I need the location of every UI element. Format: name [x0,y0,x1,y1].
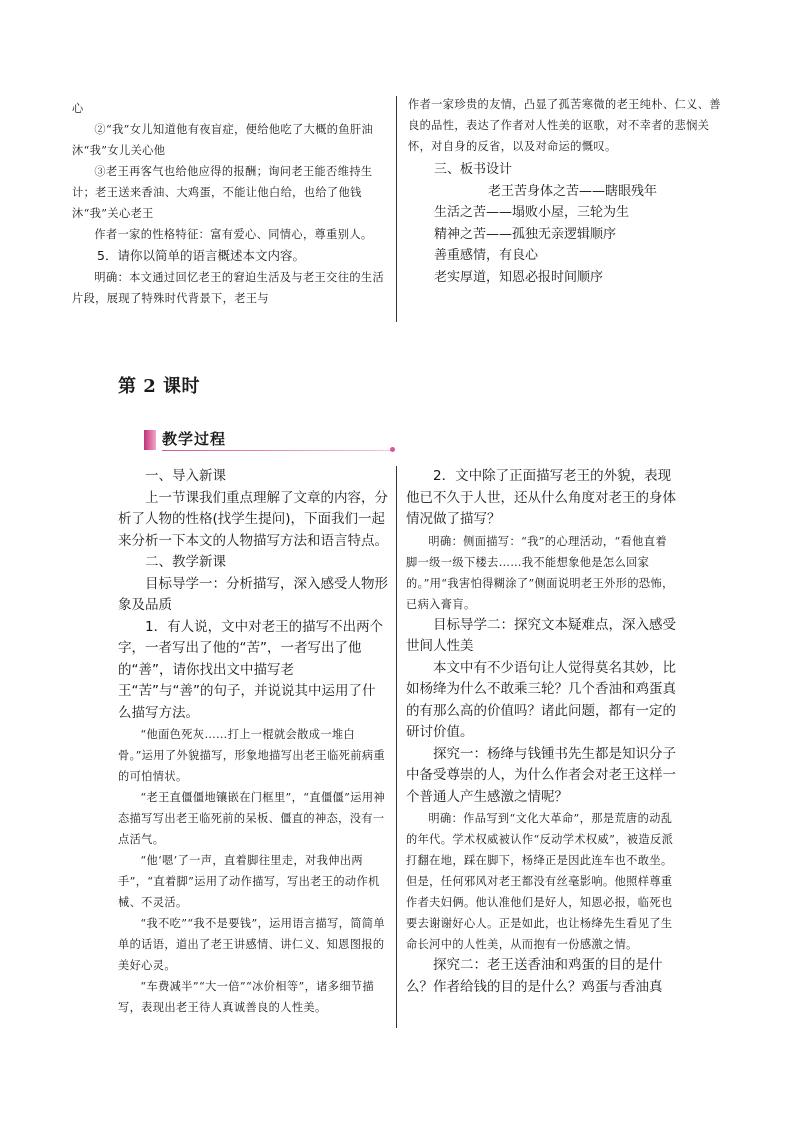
banner-bar [144,430,156,450]
board-line: 老实厚道，知恩必报时间顺序 [434,269,604,285]
top-left-column [72,98,388,309]
answer: 明确：侧面描写：“我”的心理活动，“看他直着脚一级一级下楼去……我不能想象他是怎么回家的。”用“我害怕得糊涂了”侧面说明老王外形的恐怖，已病入膏肓。 [406,534,674,611]
column-divider [396,466,397,1028]
bottom-right-column [406,466,678,998]
question: 1．有人说，文中对老王的描写不出两个字，一者写出了他的“苦”，一者写出了他的“善”，请你找出文中描写老王“苦”与“善”的句子，并说说其中运用了什么描写方法。 [118,618,384,721]
section-banner [142,426,262,456]
question: 2．文中除了正面描写老王的外貌，表现他已不久于人世，还从什么角度对老王的身体情况做了描写？ [406,468,676,527]
paragraph: 作者一家珍贵的友情，凸显了孤苦寒微的老王纯朴、仁义、善良的品性，表达了作者对人性美的讴歌，对不幸者的悲悯关怀，对自身的反省，以及对命运的慨叹。 [408,98,721,153]
banner-dot [390,447,395,452]
answer: “车费减半”“大一倍”“冰价相等”，诸多细节描写，表现出老王待人真诚善良的人性美。 [118,980,375,1014]
bottom-left-column [118,466,388,1018]
answer: “我不吃”“我不是要钱”，运用语言描写，简简单单的话语，道出了老王讲感情、讲仁义、知恩图报的美好心灵。 [118,917,386,972]
board-title: 老王苦身体之苦——瞎眼残年 [488,183,658,199]
banner-underline [162,450,394,451]
goal: 目标导学二：探究文本疑难点，深入感受世间人性美 [406,616,676,654]
column-divider [396,96,397,322]
paragraph: 作者一家的性格特征：富有爱心、同情心，尊重别人。 [94,228,373,241]
board-heading: 三、板书设计 [434,162,513,177]
answer: “老王直僵僵地镶嵌在门框里”，“直僵僵”运用神态描写写出老王临死前的呆板、僵直的神态，没有一点活气。 [118,791,386,846]
paragraph: 上一节课我们重点理解了文章的内容，分析了人物的性格(找学生提问)，下面我们一起来分析一下本文的人物描写方法和语言特点。 [118,489,388,549]
board-line: 善重感情，有良心 [434,248,539,263]
board-line: 精神之苦——孤独无亲逻辑顺序 [434,226,617,242]
paragraph: 本文中有不少语句让人觉得莫名其妙，比如杨绛为什么不敢乘三轮？几个香油和鸡蛋真的有那么高的价值吗？诸此问题，都有一定的研讨价值。 [406,659,676,740]
goal: 目标导学一：分析描写，深入感受人物形象及品质 [118,575,388,613]
question: 5．请你以简单的语言概述本文内容。 [97,248,305,263]
question: 探究二：老王送香油和鸡蛋的目的是什么？作者给钱的目的是什么？鸡蛋与香油真 [406,957,663,995]
paragraph: 心 [72,102,84,115]
paragraph: ③老王再客气也给他应得的报酬；询问老王能否维持生计；老王送来香油、大鸡蛋，不能让他白给，也给了他钱沐“我”关心老王 [72,165,373,220]
banner-title: 教学过程 [162,430,227,448]
answer: 明确：本文通过回忆老王的窘迫生活及与老王交往的生活片段，展现了特殊时代背景下，老王与 [72,270,385,305]
answer: “他‘嗯’了一声，直着脚往里走，对我伸出两手”，“直着脚”运用了动作描写，写出老王的动作机械、不灵活。 [118,854,380,909]
top-right-column [408,94,728,288]
question: 探究一：杨绛与钱锺书先生都是知识分子中备受尊崇的人，为什么作者会对老王这样一个普通人产生感激之情呢？ [406,745,676,805]
section-title: 第 2 课时 [118,376,201,397]
answer: 明确：作品写到“文化大革命”，那是荒唐的动乱的年代。学术权威被认作“反动学术权威”，被造反派打翻在地，踩在脚下，杨绛正是因此连车也不敢坐。但是，任何邪风对老王都没有丝毫影响。他照样尊重作者夫妇俩。他认准他们是好人，知恩必报，临死也要去谢谢好心人。正是如此，也让杨绛先生看见了生命长河中的人性美，从而抱有一份感激之情。 [406,812,674,951]
board-line: 生活之苦——塌败小屋，三轮为生 [434,205,630,220]
section-heading: 二、教学新课 [145,554,226,570]
section-heading: 一、导入新课 [145,468,226,484]
paragraph: ②“我”女儿知道他有夜盲症，便给他吃了大概的鱼肝油沐“我”女儿关心他 [72,123,374,157]
answer: “他面色死灰……打上一棍就会散成一堆白骨。”运用了外貌描写，形象地描写出老王临死前病重的可怕情状。 [118,728,386,783]
